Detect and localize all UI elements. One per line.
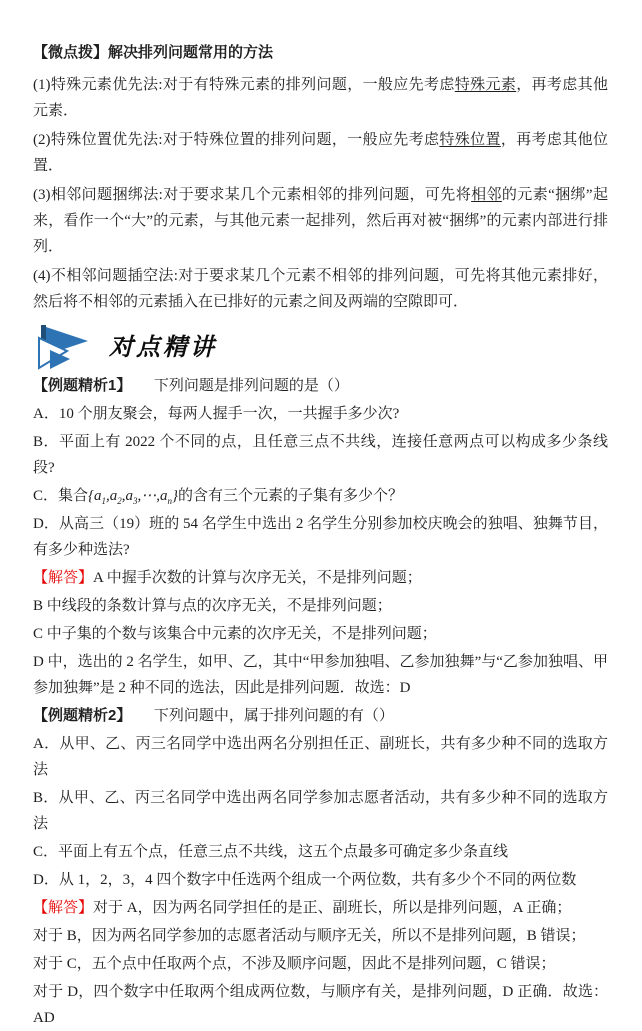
text-run: A．10 个朋友聚会，每两人握手一次，一共握手多少次?: [33, 406, 400, 422]
example2-heading: [33, 703, 608, 729]
answer-label: 【解答】: [33, 570, 94, 586]
example1-answer-line-3: [33, 621, 608, 647]
math-text: ,: [106, 488, 110, 504]
math-text: $a_3$: [125, 488, 138, 506]
text-run: B 中线段的条数计算与点的次序无关，不是排列问题；: [33, 598, 392, 614]
text-run: C 中子集的个数与该集合中元素的次序无关，不是排列问题；: [33, 626, 437, 642]
math-text: $a_2$: [109, 488, 122, 506]
text-run: 对于 A，因为两名同学担任的是正、副班长，所以是排列问题，A 正确；: [93, 900, 572, 916]
math-text: {: [88, 488, 95, 504]
text-run: 对于 C，五个点中任取两个点，不涉及顺序问题，因此不是排列问题，C 错误；: [33, 956, 556, 972]
text-run: D．从 1，2，3，4 四个数字中任选两个组成一个两位数，共有多少个不同的两位数: [33, 872, 577, 888]
text-run: 对于 D，四个数字中任取两个组成两位数，与顺序有关，是排列问题，D 正确．故选：AD: [33, 984, 608, 1026]
text-run: C．集合: [33, 488, 89, 504]
text-run: (3)相邻问题捆绑法:对于要求某几个元素相邻的排列问题，可先将: [33, 187, 472, 203]
example1-option-c: [33, 483, 608, 509]
text-run: A 中握手次数的计算与次序无关，不是排列问题；: [93, 570, 422, 586]
example2-answer-line-4: [33, 979, 608, 1031]
example1-option-a: [33, 401, 608, 427]
bold-label: 【例题精析2】: [33, 707, 124, 724]
text-run: B．从甲、乙、丙三名同学中选出两名同学参加志愿者活动，共有多少种不同的选取方法: [33, 790, 608, 832]
answer-label: 【解答】: [33, 900, 94, 916]
example2-option-c: [33, 839, 608, 865]
math-text: ,⋯,: [137, 488, 161, 504]
example1-heading: [33, 373, 608, 399]
text-run: ，再考虑其他位置．: [33, 132, 608, 174]
bold-label: 【例题精析1】: [33, 377, 124, 394]
example2-answer-line-1: [33, 895, 608, 921]
section-banner: [33, 325, 608, 371]
text-run: 的元素“捆绑”起来，看作一个“大”的元素，与其他元素一起排列，然后再对被“捆绑”的元素内部进行排列．: [33, 187, 608, 255]
play-triangles-icon: [35, 325, 97, 371]
tip-item-2: [33, 127, 608, 179]
example2-option-b: [33, 785, 608, 837]
text-run: (4)不相邻问题插空法:对于要求某几个元素不相邻的排列问题，可先将其他元素排好，然后将不相邻的元素插入在已排好的元素之间及两端的空隙即可．: [33, 268, 608, 310]
text-run: 下列问题是排列问题的是（）: [123, 378, 349, 394]
text-run: 对于 B，因为两名同学参加的志愿者活动与顺序无关，所以不是排列问题，B 错误；: [33, 928, 586, 944]
example2-answer-line-3: [33, 951, 608, 977]
tip-heading: [33, 40, 608, 66]
example2-answer-line-2: [33, 923, 608, 949]
example2-option-d: [33, 867, 608, 893]
tip-item-1: [33, 72, 608, 124]
example2-option-a: [33, 731, 608, 783]
text-run: 下列问题中，属于排列问题的有（）: [123, 708, 394, 724]
text-run: D 中，选出的 2 名学生，如甲、乙，其中“甲参加独唱、乙参加独舞”与“乙参加独唱、甲参加独舞”是 2 种不同的选法，因此是排列问题．故选：D: [33, 654, 608, 696]
math-text: }: [172, 488, 179, 504]
example1-option-d: [33, 511, 608, 563]
example1-answer-line-1: [33, 565, 608, 591]
text-run: 的含有三个元素的子集有多少个？: [178, 488, 404, 504]
text-run: ，再考虑其他元素．: [33, 77, 608, 119]
section-title: 对点精讲: [109, 335, 217, 361]
example1-option-b: [33, 429, 608, 481]
bold-label: 【微点拨】解决排列问题常用的方法: [33, 44, 274, 61]
text-run: B．平面上有 2022 个不同的点，且任意三点不共线，连接任意两点可以构成多少条线段?: [33, 434, 608, 476]
math-text: ,: [121, 488, 126, 504]
underlined-term: 相邻: [471, 187, 502, 203]
underlined-term: 特殊元素: [454, 77, 517, 93]
example1-answer-line-4: [33, 649, 608, 701]
text-run: C．平面上有五个点，任意三点不共线，这五个点最多可确定多少条直线: [33, 844, 509, 860]
text-run: (1)特殊元素优先法:对于有特殊元素的排列问题，一般应先考虑: [33, 77, 455, 93]
text-run: (2)特殊位置优先法:对于特殊位置的排列问题，一般应先考虑: [33, 132, 440, 148]
text-run: A．从甲、乙、丙三名同学中选出两名分别担任正、副班长，共有多少种不同的选取方法: [33, 736, 608, 778]
math-text: $a_n$: [160, 488, 173, 506]
math-text: $a_1$: [94, 488, 107, 506]
tip-item-3: [33, 182, 608, 260]
tip-item-4: [33, 263, 608, 315]
text-run: D．从高三（19）班的 54 名学生中选出 2 名学生分别参加校庆晚会的独唱、独舞节目，有多少种选法?: [33, 516, 608, 558]
example1-answer-line-2: [33, 593, 608, 619]
underlined-term: 特殊位置: [439, 132, 501, 148]
